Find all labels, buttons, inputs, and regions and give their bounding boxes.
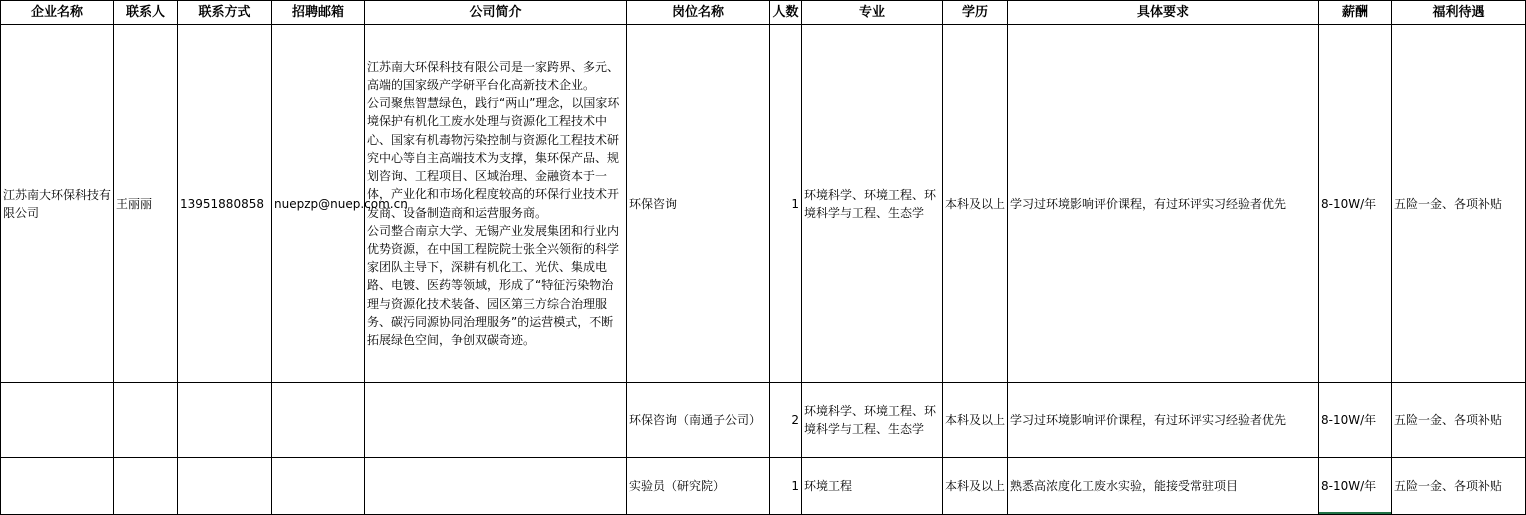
empty-cell[interactable] (1, 383, 114, 458)
header-count[interactable]: 人数 (770, 1, 802, 25)
benefits-cell[interactable]: 五险一金、各项补贴 (1392, 458, 1526, 515)
header-position[interactable]: 岗位名称 (627, 1, 770, 25)
company-intro-cell[interactable] (365, 25, 627, 383)
empty-cell[interactable] (365, 383, 627, 458)
header-major[interactable]: 专业 (802, 1, 943, 25)
major-cell[interactable]: 环境工程 (802, 458, 943, 515)
header-intro[interactable]: 公司简介 (365, 1, 627, 25)
phone-cell[interactable]: 13951880858 (178, 25, 272, 383)
company-name-cell[interactable]: 江苏南大环保科技有限公司 (1, 25, 114, 383)
email-cell[interactable]: nuepzp@nuep.com.cn (272, 25, 365, 383)
count-cell[interactable]: 1 (770, 458, 802, 515)
benefits-cell[interactable]: 五险一金、各项补贴 (1392, 383, 1526, 458)
header-phone[interactable]: 联系方式 (178, 1, 272, 25)
header-degree[interactable]: 学历 (943, 1, 1008, 25)
count-cell[interactable]: 2 (770, 383, 802, 458)
degree-cell[interactable]: 本科及以上 (943, 383, 1008, 458)
empty-cell[interactable] (178, 458, 272, 515)
salary-cell[interactable]: 8-10W/年 (1319, 458, 1392, 515)
requirement-cell[interactable]: 学习过环境影响评价课程，有过环评实习经验者优先 (1008, 383, 1319, 458)
empty-cell[interactable] (114, 458, 178, 515)
degree-cell[interactable]: 本科及以上 (943, 458, 1008, 515)
major-cell[interactable]: 环境科学、环境工程、环境科学与工程、生态学 (802, 383, 943, 458)
header-row (1, 1, 1526, 25)
empty-cell[interactable] (365, 458, 627, 515)
contact-cell[interactable]: 王丽丽 (114, 25, 178, 383)
table-row (1, 25, 1526, 383)
table-row (1, 458, 1526, 515)
major-cell[interactable]: 环境科学、环境工程、环境科学与工程、生态学 (802, 25, 943, 383)
requirement-cell[interactable]: 学习过环境影响评价课程，有过环评实习经验者优先 (1008, 25, 1319, 383)
degree-cell[interactable]: 本科及以上 (943, 25, 1008, 383)
empty-cell[interactable] (272, 383, 365, 458)
salary-cell[interactable]: 8-10W/年 (1319, 25, 1392, 383)
position-cell[interactable]: 环保咨询（南通子公司） (627, 383, 770, 458)
header-email[interactable]: 招聘邮箱 (272, 1, 365, 25)
header-company[interactable]: 企业名称 (1, 1, 114, 25)
position-cell[interactable]: 环保咨询 (627, 25, 770, 383)
benefits-cell[interactable]: 五险一金、各项补贴 (1392, 25, 1526, 383)
empty-cell[interactable] (114, 383, 178, 458)
company-intro-text: 江苏南大环保科技有限公司是一家跨界、多元、高端的国家级产学研平台化高新技术企业。 公司聚焦智慧绿色，践行“两山”理念，以国家环境保护有机化工废水处理与资源化工程技术中心、国家有机毒物污染控制与资源化工程技术研究中心等自主高端技术为支撑，集环保产品、规划咨询、工程项目、区域治理、金融资本于一体，产业化和市场化程度较高的环保行业技术开发商、设备制造商和运营服务商。 公司整合南京大学、无锡产业发展集团和行业内优势资源，在中国工程院院士张全兴领衔的科学家团队主导下，深耕有机化工、光伏、集成电路、电镀、医药等领域，形成了“特征污染物治理与资源化技术装备、园区第三方综合治理服务、碳污同源协同治理服务”的运营模式，不断拓展绿色空间，争创双碳奇迹。 (367, 59, 620, 347)
header-salary[interactable]: 薪酬 (1319, 1, 1392, 25)
requirement-cell[interactable]: 熟悉高浓度化工废水实验，能接受常驻项目 (1008, 458, 1319, 515)
header-benefits[interactable]: 福利待遇 (1392, 1, 1526, 25)
table-row (1, 383, 1526, 458)
count-cell[interactable]: 1 (770, 25, 802, 383)
salary-cell[interactable]: 8-10W/年 (1319, 383, 1392, 458)
empty-cell[interactable] (1, 458, 114, 515)
position-cell[interactable]: 实验员（研究院） (627, 458, 770, 515)
header-requirement[interactable]: 具体要求 (1008, 1, 1319, 25)
header-contact[interactable]: 联系人 (114, 1, 178, 25)
empty-cell[interactable] (178, 383, 272, 458)
empty-cell[interactable] (272, 458, 365, 515)
